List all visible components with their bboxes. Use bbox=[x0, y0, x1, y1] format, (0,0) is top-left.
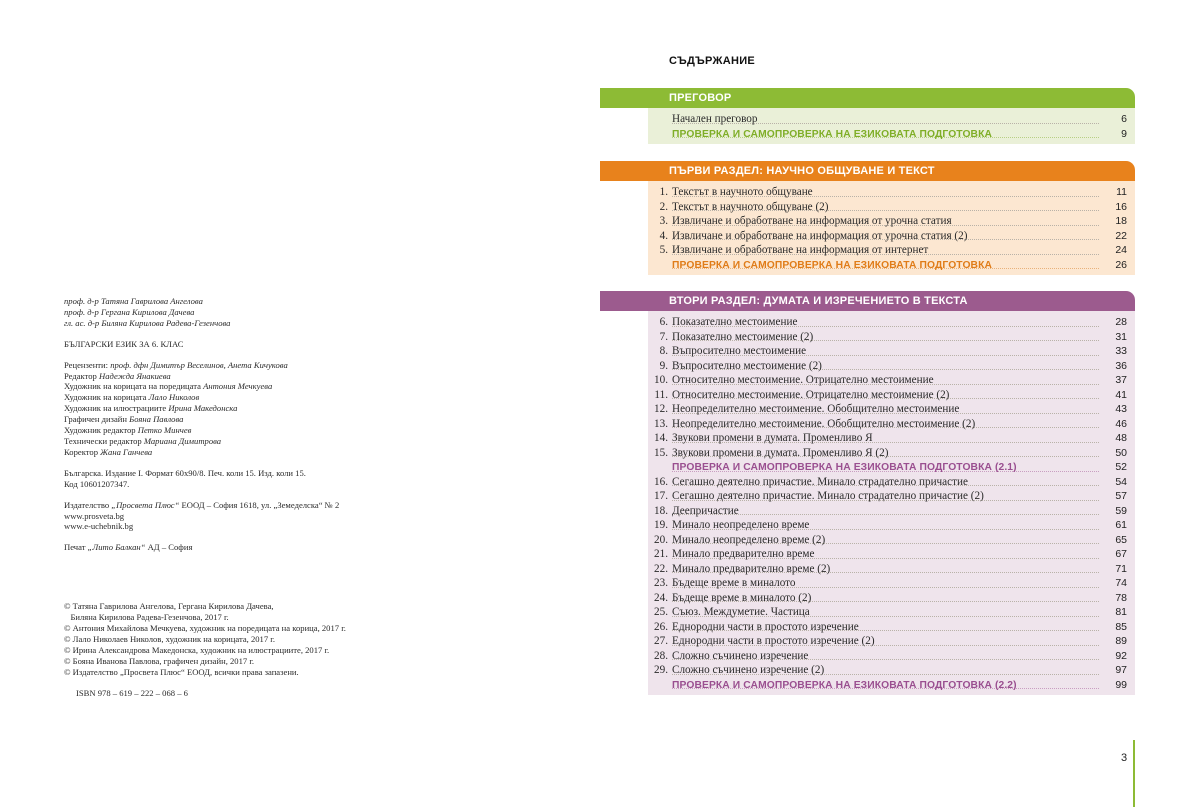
website-link[interactable]: www.prosveta.bg bbox=[64, 510, 125, 521]
entry-number: 6. bbox=[659, 316, 668, 328]
entry-page: 31 bbox=[1115, 330, 1127, 343]
entry-number: 29. bbox=[654, 664, 668, 676]
copyright-line: © Лало Николаев Николов, художник на корицата, 2017 г. bbox=[64, 633, 275, 644]
entry-title: Еднородни части в простото изречение bbox=[672, 620, 859, 633]
entry-number: 2. bbox=[659, 200, 668, 213]
toc-entry[interactable] bbox=[648, 547, 1135, 562]
toc-check-entry[interactable] bbox=[648, 460, 1135, 475]
toc-entry[interactable] bbox=[648, 591, 1135, 606]
entry-page: 11 bbox=[1116, 186, 1127, 198]
toc-entry[interactable] bbox=[648, 576, 1135, 591]
toc-title: СЪДЪРЖАНИЕ bbox=[669, 55, 756, 67]
credit-line: Художник на илюстрациите Ирина Македонска bbox=[64, 403, 238, 414]
toc-entry[interactable] bbox=[648, 605, 1135, 620]
entry-page: 52 bbox=[1115, 461, 1127, 473]
copyright-line: © Издателство „Просвета Плюс“ ЕООД, всички права запазени. bbox=[64, 666, 299, 677]
entry-title: Текстът в научното общуване (2) bbox=[672, 200, 829, 213]
toc-entry[interactable] bbox=[648, 373, 1135, 388]
edition-line: Българска. Издание I. Формат 60х90/8. Печ. коли 15. Изд. коли 15. bbox=[64, 467, 306, 478]
credit-line: Художник на корицата Лало Николов bbox=[64, 392, 200, 403]
section-entries bbox=[648, 311, 1135, 695]
entry-page: 65 bbox=[1115, 533, 1127, 546]
entry-page: 33 bbox=[1115, 345, 1127, 357]
entry-number: 20. bbox=[654, 533, 668, 546]
toc-entry[interactable] bbox=[648, 533, 1135, 548]
entry-title: Показателно местоимение bbox=[672, 316, 798, 328]
entry-title: Въпросително местоимение (2) bbox=[672, 359, 822, 372]
toc-entry[interactable] bbox=[648, 562, 1135, 577]
entry-number: 14. bbox=[654, 432, 668, 444]
entry-title: Начален преговор bbox=[672, 113, 758, 125]
credit-line: Редактор Надежда Янакиева bbox=[64, 370, 171, 381]
entry-number: 16. bbox=[654, 475, 668, 488]
entry-page: 89 bbox=[1115, 635, 1127, 647]
entry-number: 24. bbox=[654, 591, 668, 604]
entry-number: 17. bbox=[654, 490, 668, 502]
author-line: гл. ас. д-р Биляна Кирилова Радева-Гезенчова bbox=[64, 317, 231, 328]
entry-number: 7. bbox=[659, 330, 668, 343]
toc-entry[interactable] bbox=[648, 344, 1135, 359]
copyright-line: © Антония Михайлова Мечкуева, художник на поредицата на корица, 2017 г. bbox=[64, 623, 346, 634]
section-entries bbox=[648, 181, 1135, 275]
entry-page: 85 bbox=[1115, 620, 1127, 633]
entry-title: Неопределително местоимение. Обобщително местоимение bbox=[672, 403, 960, 415]
entry-number: 8. bbox=[659, 345, 668, 357]
entry-title: Бъдеще време в миналото bbox=[672, 577, 796, 589]
toc-entry[interactable] bbox=[648, 388, 1135, 403]
entry-page: 50 bbox=[1115, 446, 1127, 459]
entry-title: Относително местоимение. Отрицателно местоимение (2) bbox=[672, 388, 950, 401]
entry-page: 46 bbox=[1115, 417, 1127, 430]
entry-page: 26 bbox=[1115, 258, 1127, 271]
entry-page: 28 bbox=[1115, 316, 1127, 328]
entry-number: 19. bbox=[654, 519, 668, 531]
edition-line: Код 10601207347. bbox=[64, 478, 130, 489]
entry-page: 24 bbox=[1115, 244, 1127, 256]
toc-entry[interactable] bbox=[648, 475, 1135, 490]
entry-title: Минало неопределено време (2) bbox=[672, 533, 826, 546]
entry-page: 54 bbox=[1115, 475, 1127, 488]
entry-title: ПРОВЕРКА И САМОПРОВЕРКА НА ЕЗИКОВАТА ПОДГОТОВКА bbox=[672, 259, 993, 271]
entry-page: 6 bbox=[1121, 113, 1127, 125]
copyright-line: Биляна Кирилова Радева-Гезенчова, 2017 г. bbox=[64, 612, 229, 623]
entry-page: 81 bbox=[1115, 606, 1127, 618]
author-line: проф. д-р Гергана Кирилова Дачева bbox=[64, 306, 195, 317]
credit-line: Графичен дизайн Бояна Павлова bbox=[64, 414, 184, 425]
entry-title: Минало предварително време bbox=[672, 548, 815, 560]
entry-page: 71 bbox=[1115, 562, 1127, 575]
toc-entry[interactable] bbox=[648, 330, 1135, 345]
entry-title: Въпросително местоимение bbox=[672, 345, 807, 357]
toc-entry[interactable] bbox=[648, 431, 1135, 446]
toc-entry[interactable] bbox=[648, 243, 1135, 258]
entry-number: 1. bbox=[659, 186, 668, 198]
toc-entry[interactable] bbox=[648, 620, 1135, 635]
toc-entry[interactable] bbox=[648, 315, 1135, 330]
credit-line: Технически редактор Мариана Димитрова bbox=[64, 435, 222, 446]
entry-title: ПРОВЕРКА И САМОПРОВЕРКА НА ЕЗИКОВАТА ПОДГОТОВКА (2.1) bbox=[672, 462, 1017, 473]
entry-title: Показателно местоимение (2) bbox=[672, 330, 814, 343]
entry-page: 99 bbox=[1115, 678, 1127, 691]
toc-section-review bbox=[600, 88, 1135, 144]
entry-title: Звукови промени в думата. Променливо Я (2) bbox=[672, 446, 889, 459]
entry-page: 43 bbox=[1115, 403, 1127, 415]
entry-page: 36 bbox=[1115, 359, 1127, 372]
toc-entry[interactable] bbox=[648, 200, 1135, 215]
entry-number: 10. bbox=[654, 374, 668, 386]
entry-title: Сегашно деятелно причастие. Минало страдателно причастие bbox=[672, 475, 968, 488]
isbn: ISBN 978 – 619 – 222 – 068 – 6 bbox=[76, 687, 188, 698]
website-link[interactable]: www.e-uchebnik.bg bbox=[64, 521, 134, 532]
entry-page: 57 bbox=[1115, 490, 1127, 502]
book-title: БЪЛГАРСКИ ЕЗИК ЗА 6. КЛАС bbox=[64, 338, 184, 349]
entry-page: 78 bbox=[1115, 591, 1127, 604]
toc-section-part-one bbox=[600, 161, 1135, 275]
entry-number: 26. bbox=[654, 620, 668, 633]
entry-number: 4. bbox=[659, 229, 668, 242]
entry-title: Звукови промени в думата. Променливо Я bbox=[672, 432, 873, 444]
entry-page: 92 bbox=[1115, 649, 1127, 662]
section-heading: ПРЕГОВОР bbox=[600, 88, 1135, 108]
toc-entry[interactable] bbox=[648, 489, 1135, 504]
credit-line: Художник редактор Петко Минчев bbox=[64, 425, 192, 436]
imprint-block bbox=[64, 296, 504, 698]
author-line: проф. д-р Татяна Гаврилова Ангелова bbox=[64, 296, 203, 306]
entry-number: 21. bbox=[654, 548, 668, 560]
copyright-line: © Татяна Гаврилова Ангелова, Гергана Кирилова Дачева, bbox=[64, 601, 274, 612]
toc-entry[interactable] bbox=[648, 504, 1135, 519]
toc-check-entry[interactable] bbox=[648, 258, 1135, 273]
entry-number: 27. bbox=[654, 635, 668, 647]
entry-page: 48 bbox=[1115, 432, 1127, 444]
printer-line: Печат „Лито Балкан“ АД – София bbox=[64, 542, 193, 553]
credit-line: Художник на корицата на поредицата Антония Мечкуева bbox=[64, 381, 273, 392]
toc-entry[interactable] bbox=[648, 446, 1135, 461]
toc-entry[interactable] bbox=[648, 417, 1135, 432]
entry-page: 97 bbox=[1115, 664, 1127, 676]
entry-number: 28. bbox=[654, 649, 668, 662]
toc-entry[interactable] bbox=[648, 359, 1135, 374]
entry-title: Минало неопределено време bbox=[672, 519, 810, 531]
section-heading: ВТОРИ РАЗДЕЛ: ДУМАТА И ИЗРЕЧЕНИЕТО В ТЕКСТА bbox=[600, 291, 1135, 311]
credit-line: Коректор Жана Ганчева bbox=[64, 446, 153, 457]
entry-title: Текстът в научното общуване bbox=[672, 186, 813, 198]
entry-number: 15. bbox=[654, 446, 668, 459]
entry-title: Сложно съчинено изречение bbox=[672, 649, 809, 662]
entry-page: 61 bbox=[1115, 519, 1127, 531]
entry-title: ПРОВЕРКА И САМОПРОВЕРКА НА ЕЗИКОВАТА ПОДГОТОВКА (2.2) bbox=[672, 679, 1017, 691]
publisher-line: Издателство „Просвета Плюс“ ЕООД – София 1618, ул. „Земеделска“ № 2 bbox=[64, 499, 340, 510]
toc-check-entry[interactable] bbox=[648, 678, 1135, 693]
toc-entry[interactable] bbox=[648, 112, 1135, 127]
section-heading: ПЪРВИ РАЗДЕЛ: НАУЧНО ОБЩУВАНЕ И ТЕКСТ bbox=[600, 161, 1135, 181]
entry-page: 9 bbox=[1121, 127, 1127, 140]
entry-page: 41 bbox=[1115, 388, 1127, 401]
entry-title: ПРОВЕРКА И САМОПРОВЕРКА НА ЕЗИКОВАТА ПОДГОТОВКА bbox=[672, 128, 993, 140]
toc-entry[interactable] bbox=[648, 214, 1135, 229]
entry-number: 11. bbox=[654, 388, 668, 401]
entry-title: Сложно съчинено изречение (2) bbox=[672, 664, 825, 676]
entry-number: 25. bbox=[654, 606, 668, 618]
toc-check-entry[interactable] bbox=[648, 127, 1135, 142]
copyright-line: © Ирина Александрова Македонска, художник на илюстрациите, 2017 г. bbox=[64, 644, 330, 655]
entry-title: Бъдеще време в миналото (2) bbox=[672, 591, 812, 604]
toc-entry[interactable] bbox=[648, 518, 1135, 533]
page-edge-rule bbox=[1133, 740, 1135, 807]
entry-number: 22. bbox=[654, 562, 668, 575]
entry-page: 67 bbox=[1115, 548, 1127, 560]
entry-number: 12. bbox=[654, 403, 668, 415]
entry-number: 9. bbox=[659, 359, 668, 372]
toc-entry[interactable] bbox=[648, 634, 1135, 649]
entry-title: Извличане и обработване на информация от урочна статия bbox=[672, 215, 952, 227]
entry-title: Извличане и обработване на информация от интернет bbox=[672, 244, 929, 256]
entry-title: Извличане и обработване на информация от урочна статия (2) bbox=[672, 229, 968, 242]
copyright-line: © Бояна Иванова Павлова, графичен дизайн, 2017 г. bbox=[64, 655, 255, 666]
entry-number: 3. bbox=[659, 215, 668, 227]
entry-page: 74 bbox=[1115, 577, 1127, 589]
entry-title: Относително местоимение. Отрицателно местоимение bbox=[672, 374, 934, 386]
entry-title: Неопределително местоимение. Обобщително местоимение (2) bbox=[672, 417, 976, 430]
entry-title: Деепричастие bbox=[672, 504, 739, 517]
entry-number: 13. bbox=[654, 417, 668, 430]
entry-number: 23. bbox=[654, 577, 668, 589]
toc-entry[interactable] bbox=[648, 649, 1135, 664]
section-entries bbox=[648, 108, 1135, 144]
entry-page: 37 bbox=[1115, 374, 1127, 386]
toc-entry[interactable] bbox=[648, 185, 1135, 200]
entry-title: Минало предварително време (2) bbox=[672, 562, 831, 575]
credit-line: Рецензенти: проф. дфн Димитър Веселинов, Анета Кичукова bbox=[64, 359, 288, 370]
toc-section-part-two bbox=[600, 291, 1135, 695]
entry-page: 59 bbox=[1115, 504, 1127, 517]
entry-title: Сегашно деятелно причастие. Минало страдателно причастие (2) bbox=[672, 490, 984, 502]
entry-page: 22 bbox=[1115, 229, 1127, 242]
entry-number: 18. bbox=[654, 504, 668, 517]
entry-page: 18 bbox=[1115, 215, 1127, 227]
page-number: 3 bbox=[1121, 752, 1128, 764]
entry-title: Съюз. Междуметие. Частица bbox=[672, 606, 810, 618]
entry-title: Еднородни части в простото изречение (2) bbox=[672, 635, 875, 647]
entry-page: 16 bbox=[1115, 200, 1127, 213]
toc-entry[interactable] bbox=[648, 229, 1135, 244]
toc-entry[interactable] bbox=[648, 402, 1135, 417]
entry-number: 5. bbox=[659, 244, 668, 256]
toc-entry[interactable] bbox=[648, 663, 1135, 678]
